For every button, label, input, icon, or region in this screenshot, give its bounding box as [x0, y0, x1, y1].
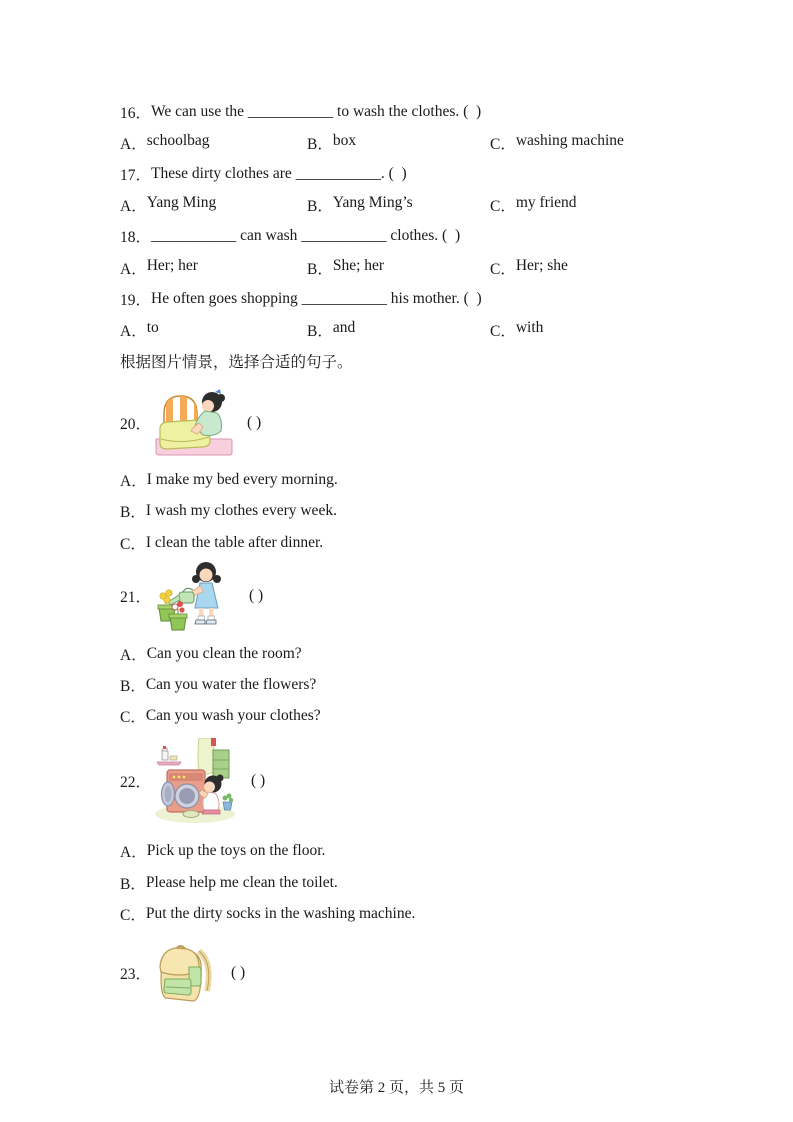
option-label: C． — [120, 709, 146, 727]
option-label: A． — [120, 473, 147, 491]
option-label: A． — [120, 646, 147, 664]
question-17-stem — [120, 158, 680, 189]
question-number: 16． — [120, 104, 152, 122]
option-text: with — [515, 318, 544, 336]
option-text: to — [146, 318, 159, 336]
question-21 — [120, 560, 680, 632]
option-text: She; her — [332, 256, 385, 274]
option-text: Pick up the toys on the floor. — [146, 842, 326, 860]
question-16-options — [120, 127, 680, 158]
option-text: box — [332, 131, 357, 149]
answer-brackets: ( ) — [247, 413, 262, 431]
option-label: C． — [490, 260, 516, 278]
option-c — [490, 194, 680, 216]
option-b — [307, 319, 490, 341]
girl-watering-flowers-illustration — [153, 560, 235, 632]
question-22-option-b — [120, 867, 680, 898]
option-a — [120, 257, 307, 279]
option-text: Can you wash your clothes? — [145, 707, 321, 725]
option-b — [307, 257, 490, 279]
answer-brackets: ( ) — [231, 964, 246, 982]
option-a — [120, 319, 307, 341]
question-text: ___________ can wash ___________ clothes. ( ) — [151, 227, 461, 245]
option-text: Please help me clean the toilet. — [145, 873, 338, 891]
option-b — [307, 132, 490, 154]
option-label: B． — [120, 875, 146, 893]
option-text: I wash my clothes every week. — [145, 502, 337, 520]
option-label: C． — [490, 198, 516, 216]
option-label: B． — [307, 135, 333, 153]
option-label: B． — [120, 504, 146, 522]
exam-content — [120, 96, 680, 1007]
option-label: A． — [120, 844, 147, 862]
option-text: Her; her — [146, 256, 198, 274]
option-label: B． — [307, 322, 333, 340]
girl-loading-washing-machine-illustration — [153, 738, 237, 824]
question-19-options — [120, 314, 680, 345]
question-23 — [120, 939, 680, 1007]
option-label: A． — [120, 322, 147, 340]
option-text: washing machine — [515, 131, 624, 149]
option-text: Can you water the flowers? — [145, 676, 317, 694]
answer-brackets: ( ) — [249, 587, 264, 605]
question-18-options — [120, 252, 680, 283]
question-number: 19． — [120, 291, 152, 309]
option-label: B． — [307, 260, 333, 278]
answer-brackets: ( ) — [251, 771, 266, 789]
question-text: We can use the ___________ to wash the clothes. ( ) — [151, 102, 482, 120]
option-label: C． — [490, 322, 516, 340]
question-text: These dirty clothes are ___________. ( ) — [151, 164, 407, 182]
option-text: and — [332, 318, 356, 336]
question-21-option-c — [120, 701, 680, 732]
option-text: I make my bed every morning. — [146, 471, 338, 489]
option-c — [490, 319, 680, 341]
option-text: Yang Ming’s — [332, 194, 413, 212]
option-text: Put the dirty socks in the washing machine. — [145, 904, 416, 922]
question-19-stem — [120, 283, 680, 314]
option-a — [120, 132, 307, 154]
question-22-option-c — [120, 898, 680, 929]
question-17-options — [120, 190, 680, 221]
question-16-stem — [120, 96, 680, 127]
option-label: C． — [120, 906, 146, 924]
question-22-option-a — [120, 836, 680, 867]
option-a — [120, 194, 307, 216]
question-20-option-b — [120, 496, 680, 527]
question-number: 17． — [120, 166, 152, 184]
option-text: Can you clean the room? — [146, 644, 302, 662]
schoolbag-illustration — [153, 939, 217, 1007]
option-label: A． — [120, 198, 147, 216]
question-number: 20． — [120, 415, 152, 433]
question-20 — [120, 389, 680, 457]
question-18-stem — [120, 221, 680, 252]
question-number: 22． — [120, 773, 152, 791]
option-c — [490, 257, 680, 279]
question-number: 18． — [120, 229, 152, 247]
option-text: schoolbag — [146, 131, 210, 149]
question-number: 21． — [120, 589, 152, 607]
option-label: A． — [120, 135, 147, 153]
question-21-option-a — [120, 638, 680, 669]
option-label: B． — [120, 678, 146, 696]
question-number: 23． — [120, 966, 152, 984]
girl-making-bed-illustration — [153, 389, 233, 457]
question-text: He often goes shopping ___________ his mother. ( ) — [151, 289, 482, 307]
instruction-text: 根据图片情景，选择合适的句子。 — [120, 354, 353, 372]
option-c — [490, 132, 680, 154]
option-text: I clean the table after dinner. — [145, 533, 324, 551]
option-text: my friend — [515, 194, 577, 212]
option-label: C． — [490, 135, 516, 153]
option-label: C． — [120, 535, 146, 553]
question-21-option-b — [120, 669, 680, 700]
option-b — [307, 194, 490, 216]
option-label: A． — [120, 260, 147, 278]
page-footer: 试卷第 2 页，共 5 页 — [328, 1080, 464, 1096]
question-22 — [120, 738, 680, 824]
option-text: Her; she — [515, 256, 568, 274]
option-text: Yang Ming — [146, 194, 217, 212]
section-instruction — [120, 346, 680, 377]
question-20-option-a — [120, 465, 680, 496]
question-20-option-c — [120, 527, 680, 558]
option-label: B． — [307, 198, 333, 216]
